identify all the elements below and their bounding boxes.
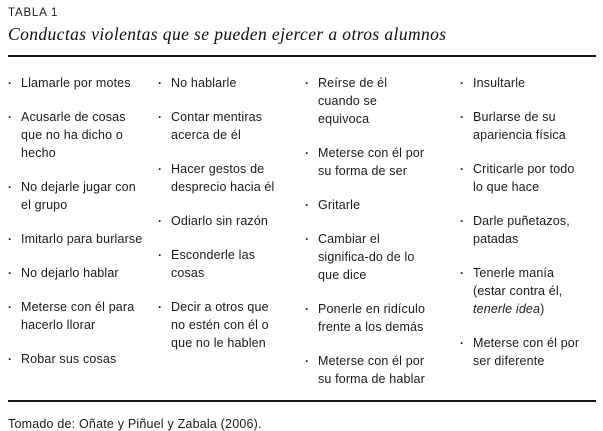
bullet-icon: · — [460, 266, 465, 280]
list-item — [460, 160, 596, 196]
bullet-icon: · — [460, 162, 465, 176]
list-item — [158, 246, 305, 282]
list-item-text: Darle puñetazos, patadas — [473, 214, 570, 246]
list-item — [8, 230, 158, 248]
list-item — [8, 74, 158, 92]
list-item-text: Meterse con él por su forma de ser — [318, 146, 425, 178]
bullet-icon: · — [305, 198, 310, 212]
list-item — [305, 196, 460, 214]
bullet-icon: · — [8, 352, 13, 366]
list-item — [305, 300, 460, 336]
list-item — [460, 212, 596, 248]
list-item-text: Acusarle de cosas que no ha dicho o hecho — [21, 110, 126, 160]
list-item-text: Meterse con él por su forma de hablar — [318, 354, 425, 386]
list-item — [460, 108, 596, 144]
table-label: TABLA 1 — [8, 7, 59, 19]
list-item-text: Tenerle manía (estar contra él, tenerle idea) — [473, 266, 563, 316]
bullet-icon: · — [460, 336, 465, 350]
list-item — [8, 108, 158, 162]
list-item-text: Robar sus cosas — [21, 352, 117, 366]
bullet-icon: · — [8, 300, 13, 314]
bullet-icon: · — [305, 146, 310, 160]
list-item — [8, 264, 158, 282]
list-item-text: Odiarlo sin razón — [171, 214, 269, 228]
bullet-icon: · — [460, 214, 465, 228]
bullet-icon: · — [305, 76, 310, 90]
list-item — [158, 212, 305, 230]
bullet-icon: · — [158, 248, 163, 262]
list-item-text: No hablarle — [171, 76, 237, 90]
list-item — [158, 74, 305, 92]
list-item-text: No dejarle jugar con el grupo — [21, 180, 136, 212]
list-item — [305, 74, 460, 128]
bullet-icon: · — [305, 354, 310, 368]
list-item — [305, 144, 460, 180]
list-item-text: Imitarlo para burlarse — [21, 232, 143, 246]
table-title: Conductas violentas que se pueden ejercer a otros alumnos — [8, 24, 447, 44]
list-item-text: Criticarle por todo lo que hace — [473, 162, 575, 194]
bullet-icon: · — [305, 302, 310, 316]
bullet-icon: · — [158, 300, 163, 314]
list-item-text: Gritarle — [318, 198, 361, 212]
source-note: Tomado de: Oñate y Piñuel y Zabala (2006). — [8, 417, 262, 431]
list-item — [8, 178, 158, 214]
bullet-icon: · — [158, 162, 163, 176]
list-item-text: Decir a otros que no estén con él o que no le hablen — [171, 300, 269, 350]
bullet-icon: · — [8, 232, 13, 246]
list-item — [460, 264, 596, 318]
list-item — [460, 334, 596, 370]
bullet-icon: · — [158, 214, 163, 228]
list-item-text: No dejarlo hablar — [21, 266, 119, 280]
list-item-text: Insultarle — [473, 76, 526, 90]
list-item-text: Meterse con él para hacerlo llorar — [21, 300, 135, 332]
list-item — [8, 350, 158, 368]
list-item-text: Ponerle en ridículo frente a los demás — [318, 302, 426, 334]
list-item-text: Hacer gestos de desprecio hacia él — [171, 162, 275, 194]
bullet-icon: · — [8, 266, 13, 280]
table-column-3 — [305, 74, 460, 388]
list-item — [305, 352, 460, 388]
list-item — [158, 298, 305, 352]
table-column-1 — [8, 74, 158, 388]
bullet-icon: · — [158, 110, 163, 124]
list-item — [158, 108, 305, 144]
list-item-text: Burlarse de su apariencia física — [473, 110, 566, 142]
list-item-text: Esconderle las cosas — [171, 248, 256, 280]
list-item — [305, 230, 460, 284]
bullet-icon: · — [460, 76, 465, 90]
bottom-rule — [8, 400, 596, 402]
table-column-4 — [460, 74, 596, 388]
bullet-icon: · — [158, 76, 163, 90]
bullet-icon: · — [8, 76, 13, 90]
list-item-text: Cambiar el significa-do de lo que dice — [318, 232, 415, 282]
list-item-text: Llamarle por motes — [21, 76, 131, 90]
bullet-icon: · — [8, 180, 13, 194]
table-body — [8, 57, 596, 400]
list-item-text: Meterse con él por ser diferente — [473, 336, 580, 368]
bullet-icon: · — [8, 110, 13, 124]
bullet-icon: · — [460, 110, 465, 124]
list-item-text: Reírse de él cuando se equivoca — [318, 76, 388, 126]
list-item-text: Contar mentiras acerca de él — [171, 110, 263, 142]
list-item — [8, 298, 158, 334]
list-item — [460, 74, 596, 92]
table-column-2 — [158, 74, 305, 388]
bullet-icon: · — [305, 232, 310, 246]
list-item — [158, 160, 305, 196]
